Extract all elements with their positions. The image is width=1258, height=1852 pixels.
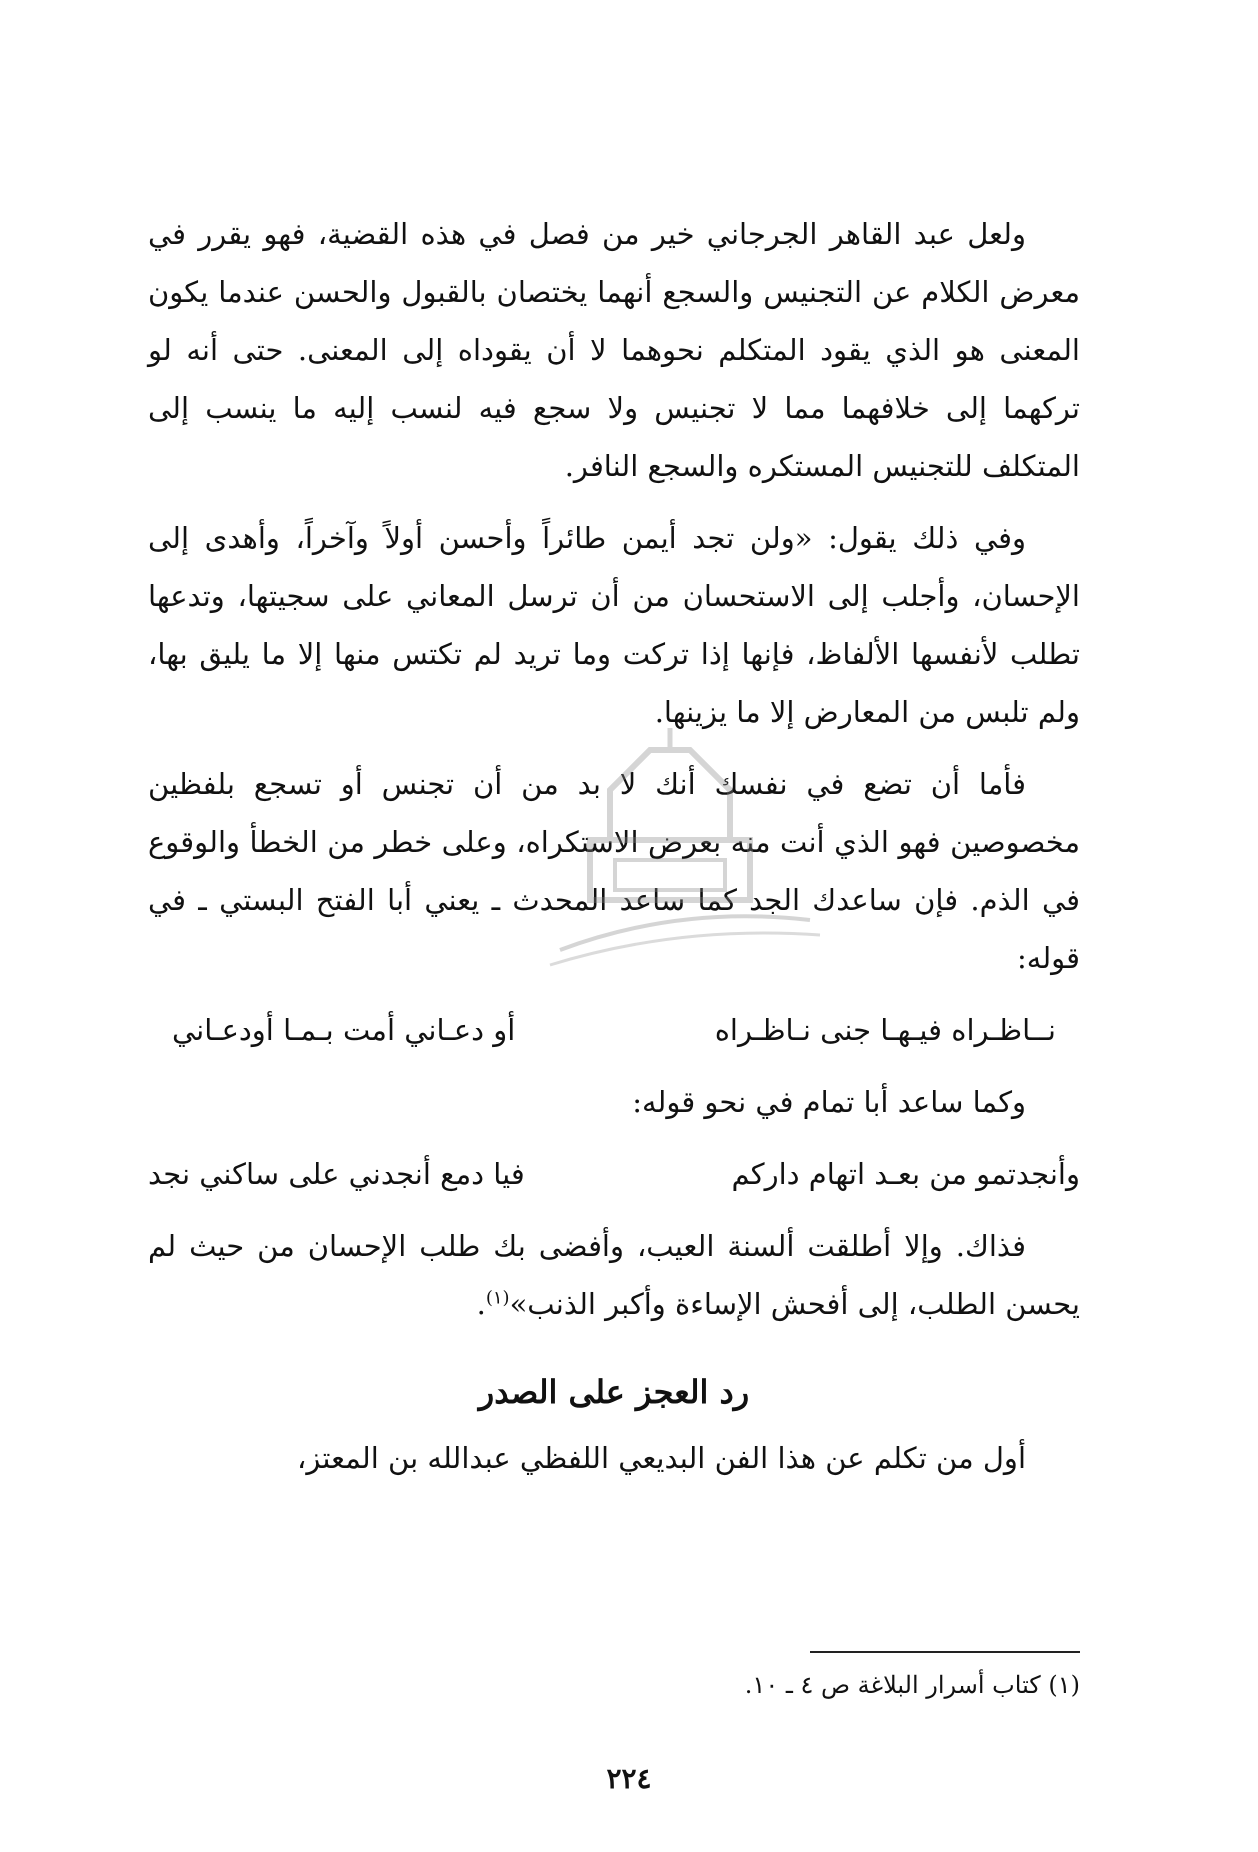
verse-2-intro: وكما ساعد أبا تمام في نحو قوله: xyxy=(632,1085,1026,1119)
main-text xyxy=(148,205,1080,1501)
paragraph-3: فأما أن تضع في نفسك أنك لا بد من أن تجنس أو تسجع بلفظين مخصوصين فهو الذي أنت منه بعرض الاستكراه، وعلى خطر من الخطأ والوقوع في الذم. فإن ساعدك الجد كما ساعد المحدث ـ يعني أبا الفتح البستي ـ في قوله: xyxy=(148,767,1080,975)
verse-1-second-hemistich: أو دعـاني أمت بـمـا أودعـاني xyxy=(172,1013,516,1047)
paragraph-closing xyxy=(148,1217,1080,1333)
verse-1 xyxy=(148,1001,1080,1059)
footnote: (١) كتاب أسرار البلاغة ص ٤ ـ ١٠. xyxy=(744,1671,1080,1699)
verse-2 xyxy=(148,1145,1080,1203)
closing-text: فذاك. وإلا أطلقت ألسنة العيب، وأفضى بك طلب الإحسان من حيث لم يحسن الطلب، إلى أفحش الإساءة وأكبر الذنب» xyxy=(148,1229,1080,1321)
closing-end: . xyxy=(476,1287,486,1321)
section-heading: رد العجز على الصدر xyxy=(478,1373,750,1411)
paragraph-1: ولعل عبد القاهر الجرجاني خير من فصل في هذه القضية، فهو يقرر في معرض الكلام عن التجنيس والسجع أنهما يختصان بالقبول والحسن عندما يكون المعنى هو الذي يقود المتكلم نحوهما لا أن يقوداه إلى المعنى. حتى أنه لو تركهما إلى خلافهما مما لا تجنيس ولا سجع فيه لنسب إليه ما ينسب إلى المتكلف للتجنيس المستكره والسجع النافر. xyxy=(148,217,1080,483)
footnote-separator xyxy=(810,1651,1080,1653)
paragraph-last: أول من تكلم عن هذا الفن البديعي اللفظي عبدالله بن المعتز، xyxy=(297,1441,1026,1475)
verse-2-second-hemistich: فيا دمع أنجدني على ساكني نجد xyxy=(148,1157,525,1191)
verse-1-first-hemistich: نــاظـراه فيـهـا جنى نـاظـراه xyxy=(714,1013,1056,1047)
page-number: ٢٢٤ xyxy=(606,1762,652,1795)
footnote-marker: (١) xyxy=(485,1287,510,1309)
paragraph-2: وفي ذلك يقول: «ولن تجد أيمن طائراً وأحسن أولاً وآخراً، وأهدى إلى الإحسان، وأجلب إلى الاستحسان من أن ترسل المعاني على سجيتها، وتدعها تطلب لأنفسها الألفاظ، فإنها إذا تركت وما تريد لم تكتس منها إلا ما يليق بها، ولم تلبس من المعارض إلا ما يزينها. xyxy=(148,521,1080,729)
verse-2-first-hemistich: وأنجدتمو من بعـد اتهام داركم xyxy=(731,1157,1080,1191)
